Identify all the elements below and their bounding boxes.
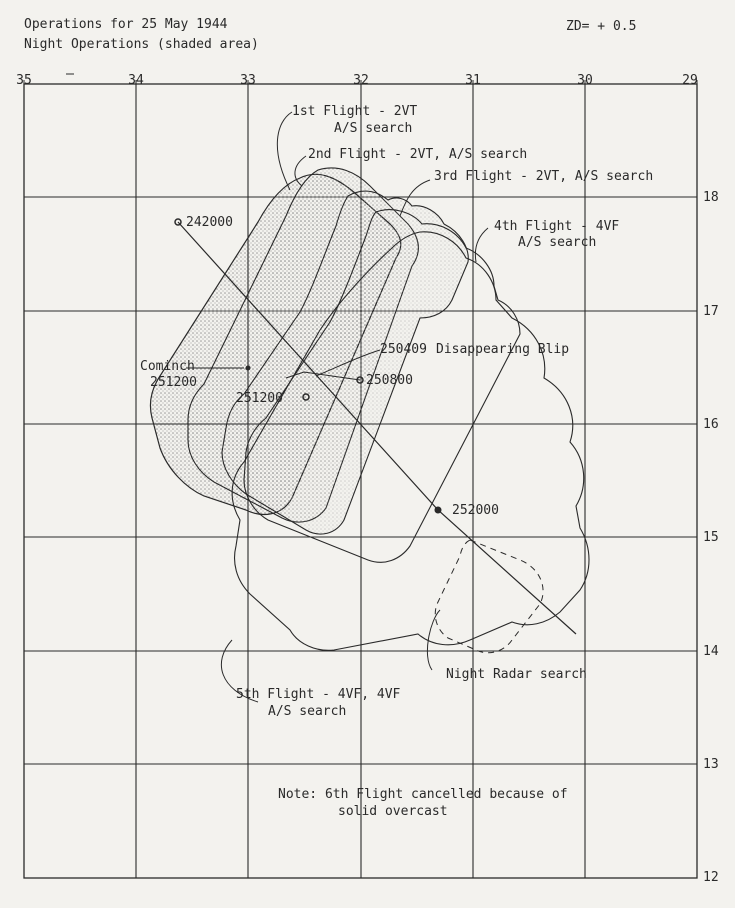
label-flight-2: 2nd Flight - 2VT, A/S search [308, 147, 528, 162]
position-marker-252000 [435, 507, 441, 513]
label-cominch-time: 251200 [150, 375, 197, 390]
lat-label-12: 12 [703, 870, 719, 885]
label-250409: 250409 [380, 342, 427, 357]
note-line-1: Note: 6th Flight cancelled because of [278, 787, 568, 802]
zone-description: ZD= + 0.5 [566, 19, 637, 34]
lon-label-33: 33 [240, 73, 256, 88]
note-line-2: solid overcast [338, 804, 448, 819]
lon-label-32: 32 [353, 73, 369, 88]
label-flight-1: 1st Flight - 2VT [292, 104, 418, 119]
label-flight-1-task: A/S search [334, 121, 413, 136]
label-250800: 250800 [366, 373, 413, 388]
lat-label-13: 13 [703, 757, 719, 772]
lon-label-30: 30 [577, 73, 593, 88]
label-242000: 242000 [186, 215, 233, 230]
label-251200: 251200 [236, 391, 283, 406]
lat-label-15: 15 [703, 530, 719, 545]
chart-subtitle: Night Operations (shaded area) [24, 37, 259, 52]
chart-title: Operations for 25 May 1944 [24, 17, 228, 32]
label-252000: 252000 [452, 503, 499, 518]
lon-label-34: 34 [128, 73, 144, 88]
lat-label-16: 16 [703, 417, 719, 432]
label-disappearing-blip: Disappearing Blip [436, 342, 570, 357]
lon-label-31: 31 [465, 73, 481, 88]
lat-label-17: 17 [703, 304, 719, 319]
lat-label-18: 18 [703, 190, 719, 205]
label-flight-4: 4th Flight - 4VF [494, 219, 620, 234]
night-radar-search-area [435, 540, 543, 653]
label-flight-4-task: A/S search [518, 235, 597, 250]
lon-label-35: 35 [16, 73, 32, 88]
lon-label-29: 29 [682, 73, 698, 88]
label-cominch: Cominch [140, 359, 195, 374]
cominch-marker [246, 366, 251, 371]
label-night-radar: Night Radar search [446, 667, 587, 682]
label-flight-5-task: A/S search [268, 704, 347, 719]
label-flight-3: 3rd Flight - 2VT, A/S search [434, 169, 654, 184]
lat-label-14: 14 [703, 644, 719, 659]
label-flight-5: 5th Flight - 4VF, 4VF [236, 687, 401, 702]
